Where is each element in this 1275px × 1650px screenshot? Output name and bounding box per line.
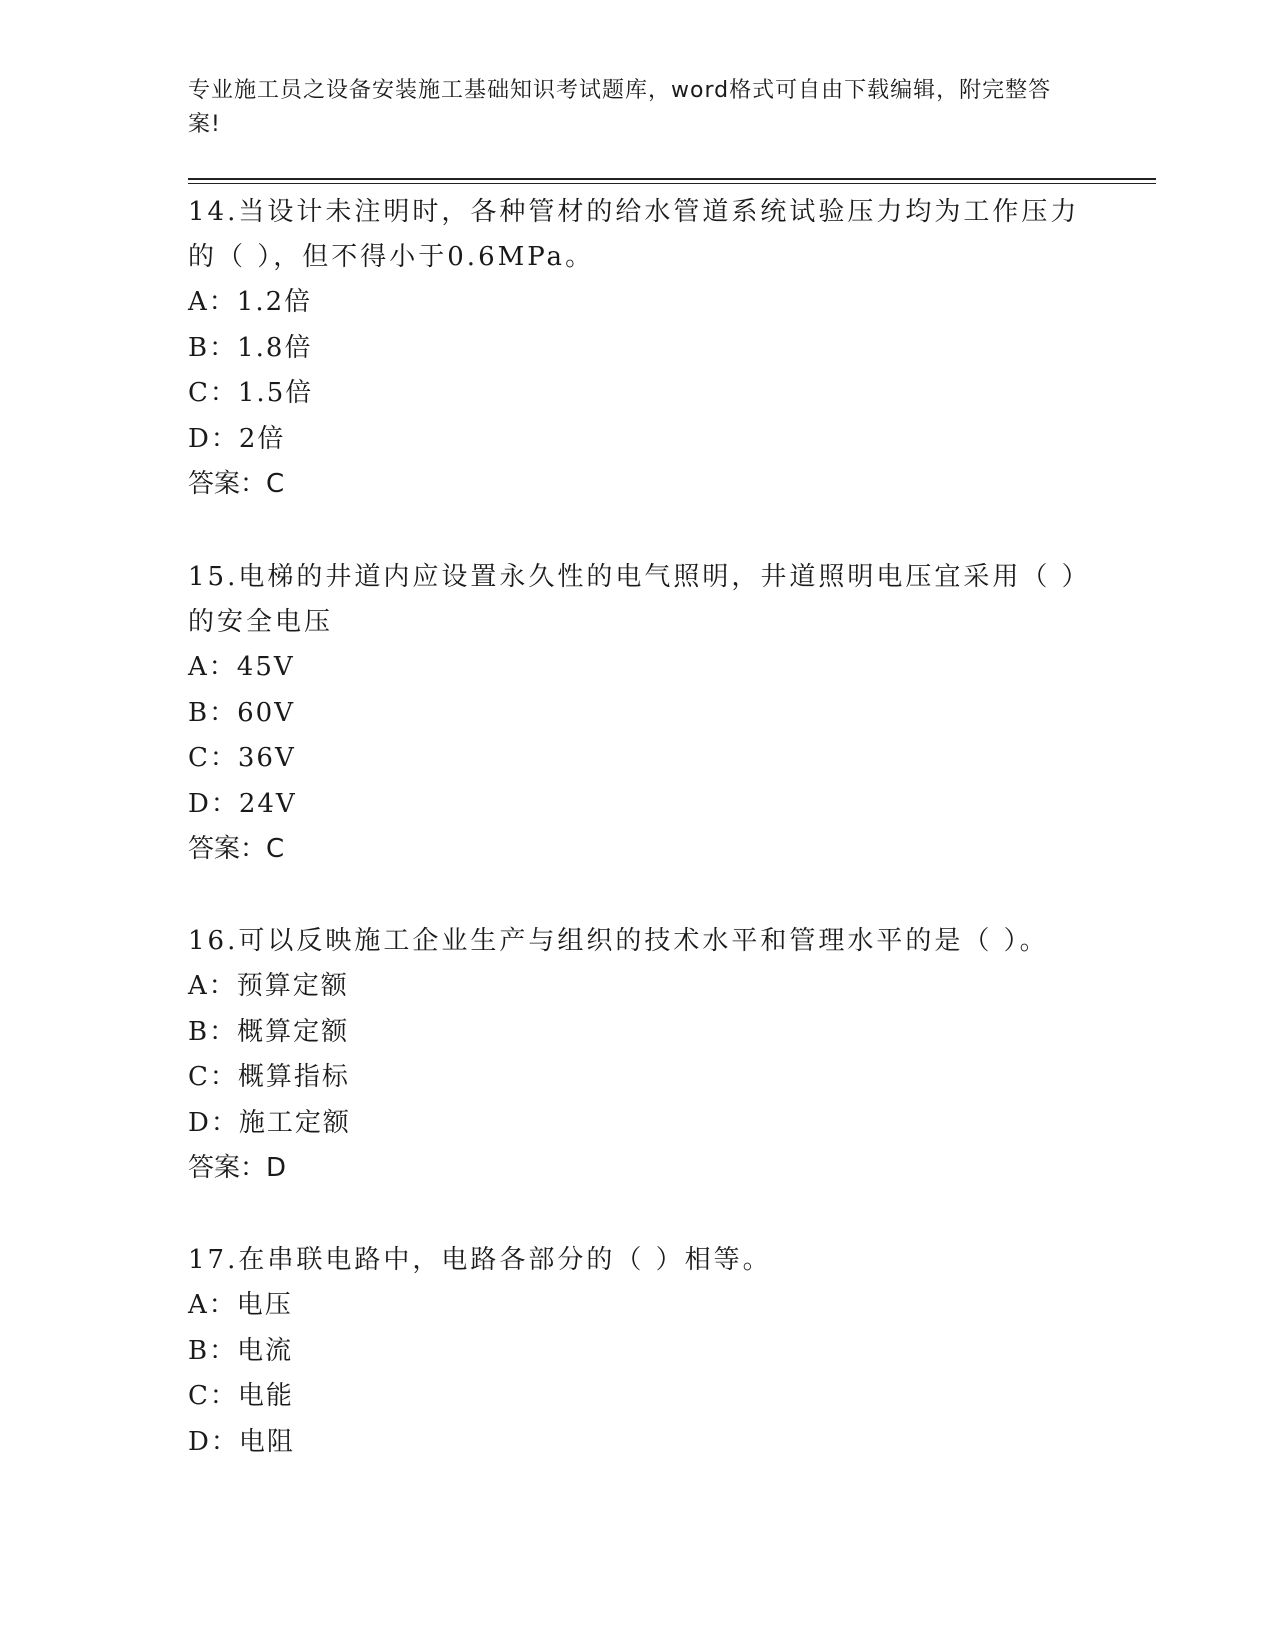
option-d: D：电阻 [188, 1426, 295, 1457]
question-14 [188, 190, 1088, 507]
answer: 答案：C [188, 469, 285, 499]
answer: 答案：C [188, 834, 285, 864]
question-list [188, 190, 1088, 1465]
option-b: B：60V [188, 697, 295, 728]
option-a: A：1.2倍 [188, 287, 313, 317]
option-d: D：施工定额 [188, 1107, 351, 1138]
answer: 答案：D [188, 1153, 287, 1183]
option-c: C：电能 [188, 1381, 294, 1411]
question-stem: 15.电梯的井道内应设置永久性的电气照明，井道照明电压宜采用（ ）的安全电压 [188, 562, 1078, 637]
question-stem: 17.在串联电路中，电路各部分的（ ）相等。 [188, 1245, 772, 1275]
option-b: B：1.8倍 [188, 332, 313, 363]
option-c: C：1.5倍 [188, 378, 314, 408]
option-d: D：24V [188, 788, 297, 819]
question-stem: 16.可以反映施工企业生产与组织的技术水平和管理水平的是（ ）。 [188, 926, 1049, 956]
question-stem: 14.当设计未注明时，各种管材的给水管道系统试验压力均为工作压力的（ ），但不得小于0.6MPa。 [188, 197, 1080, 272]
question-15 [188, 555, 1088, 872]
option-b: B：概算定额 [188, 1016, 350, 1047]
option-b: B：电流 [188, 1335, 294, 1366]
option-c: C：概算指标 [188, 1062, 350, 1092]
header-divider-thin [188, 183, 1156, 184]
question-16 [188, 919, 1088, 1191]
option-d: D：2倍 [188, 423, 286, 454]
option-c: C：36V [188, 743, 296, 773]
option-a: A：预算定额 [188, 971, 349, 1001]
header-divider-thick [188, 178, 1156, 180]
option-a: A：电压 [188, 1290, 293, 1320]
option-a: A：45V [188, 652, 295, 682]
document-header [188, 74, 1068, 142]
header-text: 专业施工员之设备安装施工基础知识考试题库，word格式可自由下载编辑，附完整答案! [188, 78, 1052, 137]
question-17 [188, 1238, 1088, 1465]
